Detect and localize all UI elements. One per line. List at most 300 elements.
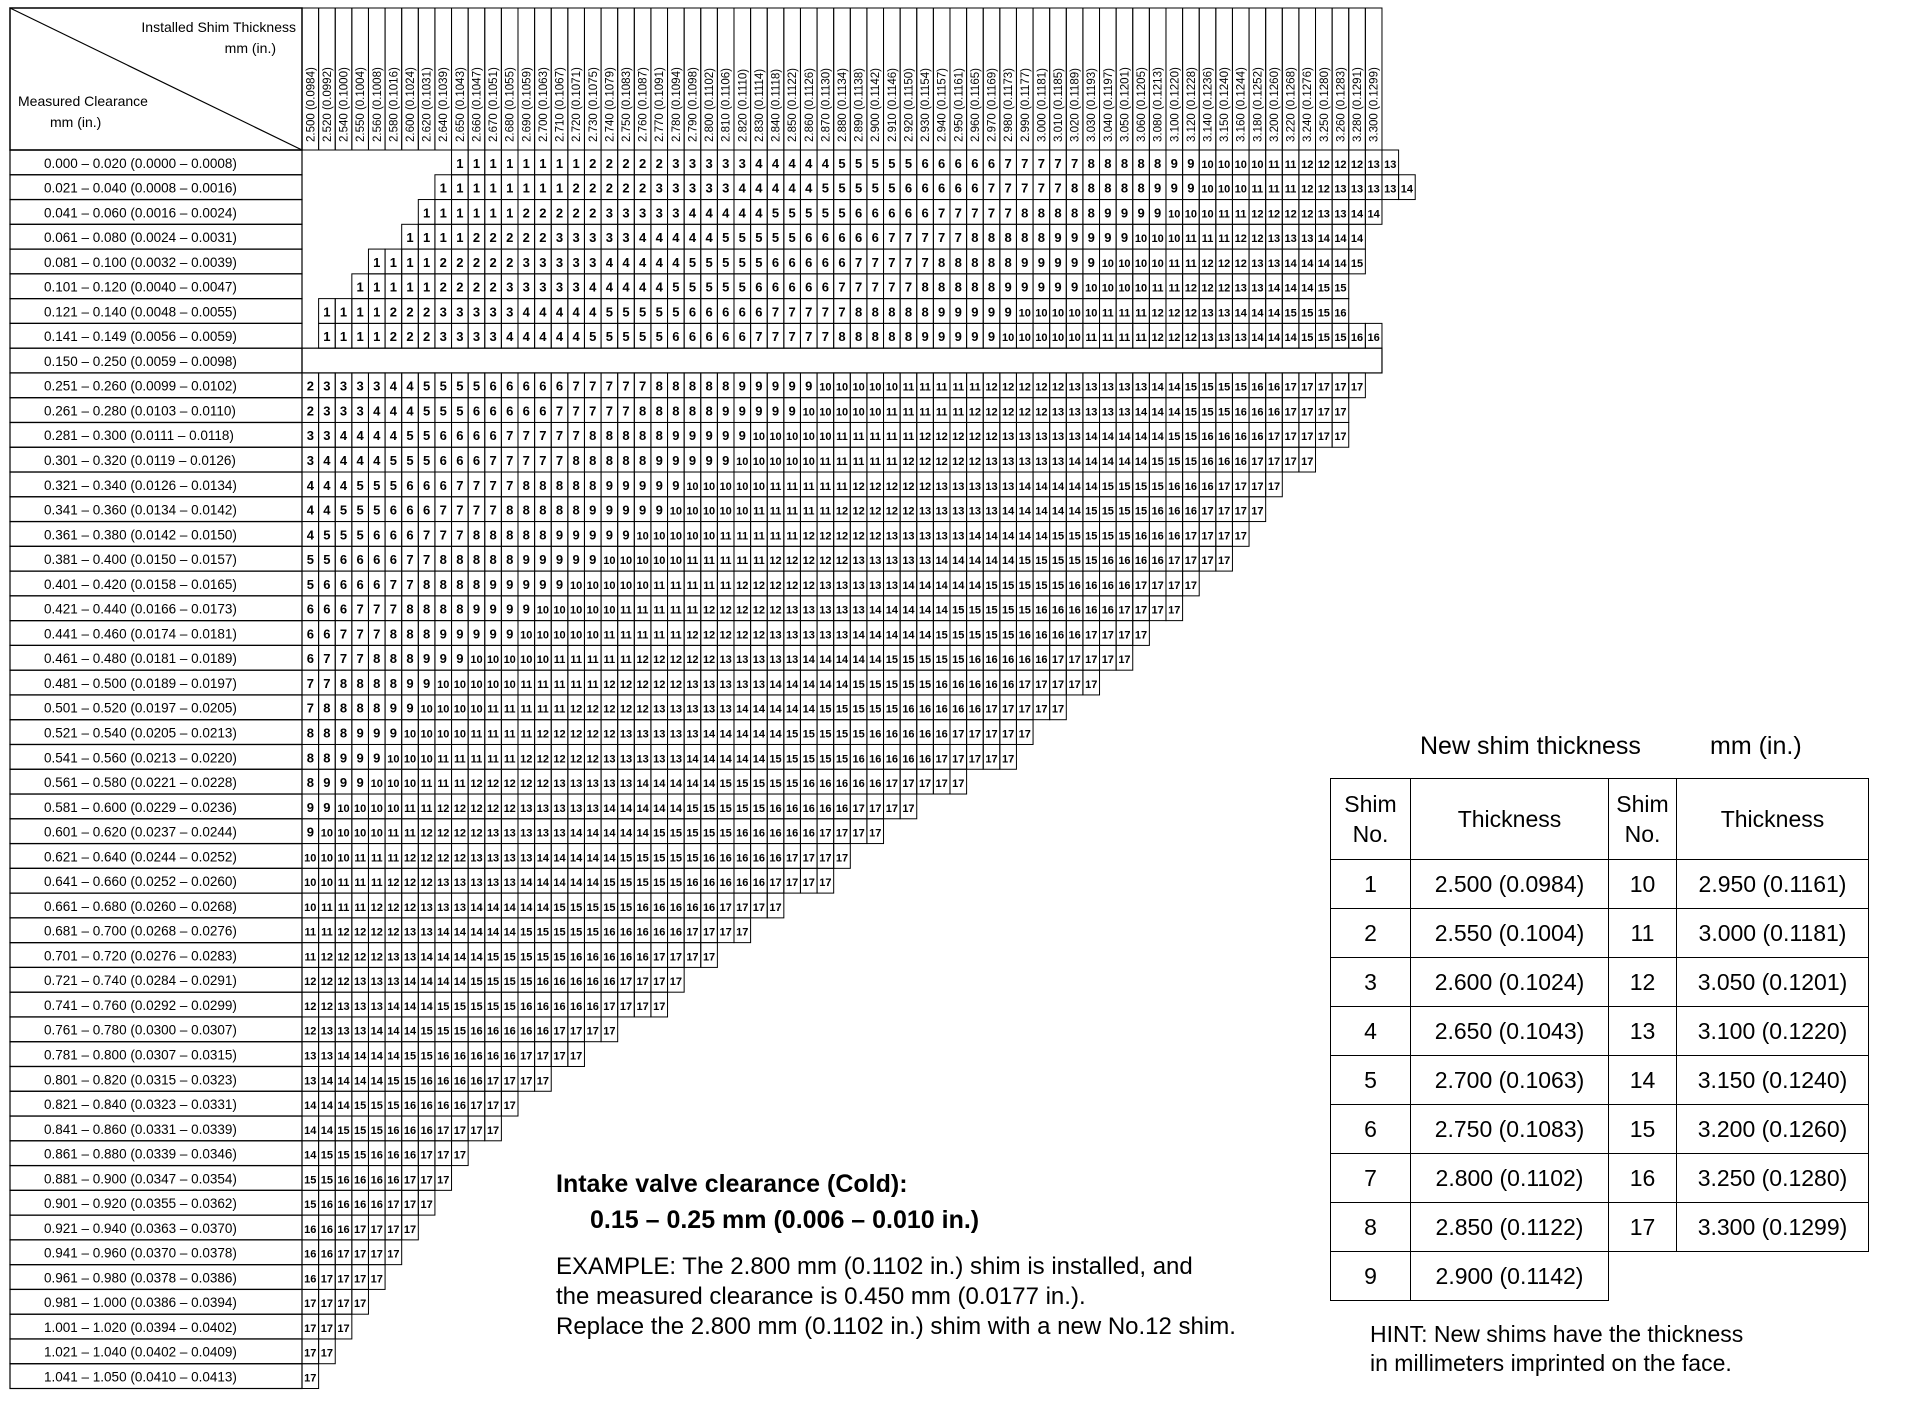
shim-number: 9 bbox=[655, 453, 663, 469]
shim-number: 8 bbox=[622, 453, 630, 469]
shim-number: 13 bbox=[985, 480, 998, 493]
clearance-range-label: 0.861 – 0.880 (0.0339 – 0.0346) bbox=[44, 1146, 237, 1162]
shim-number: 9 bbox=[589, 527, 597, 543]
shim-number: 13 bbox=[1609, 1007, 1677, 1056]
shim-number: 10 bbox=[370, 802, 383, 815]
shim-number: 6 bbox=[356, 576, 364, 592]
shim-number: 12 bbox=[1267, 208, 1281, 221]
thickness-header: Thickness bbox=[1677, 779, 1869, 860]
shim-number: 9 bbox=[638, 502, 647, 518]
shim-number: 17 bbox=[1218, 480, 1231, 493]
shim-number: 16 bbox=[902, 753, 915, 766]
shim-number: 13 bbox=[769, 654, 782, 667]
shim-number: 17 bbox=[503, 1100, 516, 1113]
shim-number: 10 bbox=[802, 406, 815, 419]
shim-number: 11 bbox=[902, 431, 915, 444]
shim-number: 4 bbox=[638, 230, 647, 246]
shim-number: 10 bbox=[1068, 332, 1081, 345]
shim-number: 3 bbox=[572, 230, 580, 246]
shim-thickness: 2.700 (0.1063) bbox=[1411, 1056, 1609, 1105]
shim-number: 11 bbox=[354, 852, 366, 865]
shim-number: 15 bbox=[902, 678, 915, 691]
shim-number: 8 bbox=[655, 403, 663, 419]
shim-number: 13 bbox=[1002, 456, 1015, 469]
shim-number: 9 bbox=[705, 453, 713, 469]
shim-number: 6 bbox=[539, 378, 547, 394]
shim-number: 14 bbox=[1350, 233, 1364, 246]
shim-number: 6 bbox=[771, 254, 780, 270]
shim-number: 6 bbox=[954, 155, 962, 171]
shim-number: 14 bbox=[802, 654, 815, 667]
shim-number: 12 bbox=[852, 505, 865, 518]
shim-table-row bbox=[1331, 1252, 1869, 1301]
shim-number: 13 bbox=[354, 1000, 367, 1013]
shim-number: 15 bbox=[403, 1050, 417, 1063]
shim-number: 14 bbox=[603, 802, 616, 815]
shim-number: 8 bbox=[672, 403, 680, 419]
new-shim-thickness-unit: mm (in.) bbox=[1710, 732, 1802, 760]
shim-number: 14 bbox=[354, 1050, 367, 1063]
shim-number: 14 bbox=[370, 1025, 383, 1038]
shim-number: 9 bbox=[655, 477, 663, 493]
installed-thickness-label: 2.920 (0.1150) bbox=[903, 68, 916, 142]
shim-number: 16 bbox=[453, 1050, 466, 1063]
shim-number: 6 bbox=[755, 304, 763, 320]
shim-number: 16 bbox=[1367, 332, 1380, 345]
shim-number: 13 bbox=[520, 802, 533, 815]
shim-number: 14 bbox=[1002, 505, 1015, 518]
shim-number: 9 bbox=[572, 552, 580, 568]
shim-number: 11 bbox=[919, 406, 931, 419]
shim-number: 15 bbox=[786, 753, 799, 766]
shim-number: 4 bbox=[323, 477, 331, 493]
clearance-range-label: 0.921 – 0.940 (0.0363 – 0.0370) bbox=[44, 1220, 237, 1236]
shim-number: 16 bbox=[736, 877, 749, 890]
shim-number: 14 bbox=[968, 530, 982, 543]
shim-number: 6 bbox=[323, 576, 331, 592]
shim-number: 12 bbox=[1317, 183, 1330, 196]
shim-number: 17 bbox=[1334, 381, 1347, 394]
shim-number: 6 bbox=[854, 205, 863, 221]
shim-number: 16 bbox=[1118, 555, 1131, 568]
shim-number: 10 bbox=[420, 753, 433, 766]
shim-number: 16 bbox=[1101, 579, 1114, 592]
shim-number: 11 bbox=[769, 530, 782, 543]
shim-number: 4 bbox=[788, 180, 796, 196]
shim-number: 14 bbox=[1168, 406, 1181, 419]
shim-number: 4 bbox=[389, 428, 397, 444]
shim-number: 14 bbox=[420, 951, 433, 964]
shim-number: 7 bbox=[1331, 1154, 1411, 1203]
shim-number: 10 bbox=[669, 505, 682, 518]
shim-number: 14 bbox=[1151, 406, 1164, 419]
shim-number: 10 bbox=[1168, 233, 1181, 246]
shim-number: 13 bbox=[520, 852, 533, 865]
shim-number: 10 bbox=[1151, 233, 1164, 246]
shim-number: 9 bbox=[622, 502, 630, 518]
shim-number: 17 bbox=[387, 1199, 400, 1212]
shim-number: 4 bbox=[555, 329, 564, 345]
shim-number: 8 bbox=[987, 279, 996, 295]
shim-number: 6 bbox=[672, 329, 680, 345]
shim-number: 5 bbox=[821, 205, 829, 221]
installed-thickness-label: 3.150 (0.1240) bbox=[1219, 67, 1232, 142]
shim-number: 7 bbox=[439, 502, 447, 518]
shim-number: 14 bbox=[702, 728, 716, 741]
shim-number: 14 bbox=[320, 1124, 334, 1137]
intake-clearance-value: 0.15 – 0.25 mm (0.006 – 0.010 in.) bbox=[590, 1206, 980, 1234]
shim-number: 15 bbox=[918, 654, 932, 667]
shim-number: 17 bbox=[702, 926, 716, 939]
shim-number: 4 bbox=[821, 155, 829, 171]
shim-number: 15 bbox=[885, 703, 898, 716]
shim-number: 11 bbox=[1085, 332, 1098, 345]
shim-number: 11 bbox=[653, 604, 666, 617]
shim-number: 11 bbox=[437, 753, 450, 766]
shim-number: 8 bbox=[456, 601, 464, 617]
shim-number: 1 bbox=[456, 205, 464, 221]
clearance-range-label: 0.301 – 0.320 (0.0119 – 0.0126) bbox=[44, 453, 236, 469]
shim-number: 14 bbox=[403, 976, 417, 989]
installed-thickness-label: 3.050 (0.1201) bbox=[1119, 67, 1132, 142]
shim-number: 10 bbox=[387, 802, 400, 815]
shim-number: 12 bbox=[702, 604, 716, 617]
shim-number: 17 bbox=[520, 1050, 533, 1063]
shim-number: 3 bbox=[722, 155, 730, 171]
shim-number: 16 bbox=[503, 1025, 516, 1038]
shim-number: 2 bbox=[489, 279, 497, 295]
shim-number: 11 bbox=[869, 431, 882, 444]
shim-number: 1 bbox=[572, 155, 580, 171]
shim-number: 13 bbox=[719, 678, 732, 691]
shim-number: 16 bbox=[1085, 604, 1098, 617]
shim-number: 6 bbox=[838, 254, 846, 270]
shim-number: 9 bbox=[1054, 254, 1062, 270]
shim-number: 17 bbox=[1051, 703, 1065, 716]
installed-thickness-label: 3.120 (0.1228) bbox=[1185, 67, 1198, 142]
shim-number: 7 bbox=[622, 378, 630, 394]
shim-number: 10 bbox=[869, 406, 882, 419]
shim-number: 1 bbox=[1331, 860, 1411, 909]
shim-number: 14 bbox=[1334, 257, 1347, 270]
shim-number: 14 bbox=[1151, 431, 1164, 444]
shim-number: 10 bbox=[1118, 257, 1131, 270]
shim-number: 17 bbox=[786, 852, 799, 865]
shim-number: 15 bbox=[370, 1100, 383, 1113]
shim-number: 5 bbox=[738, 230, 746, 246]
shim-number: 15 bbox=[1068, 555, 1081, 568]
shim-number: 4 bbox=[306, 477, 314, 493]
shim-number: 4 bbox=[323, 502, 331, 518]
shim-number: 5 bbox=[672, 279, 680, 295]
shim-number: 13 bbox=[719, 703, 732, 716]
shim-number: 14 bbox=[536, 852, 550, 865]
shim-number: 12 bbox=[835, 555, 849, 568]
shim-number: 15 bbox=[1085, 505, 1098, 518]
shim-number: 5 bbox=[622, 304, 630, 320]
shim-number: 15 bbox=[553, 951, 566, 964]
shim-number: 17 bbox=[653, 951, 666, 964]
shim-number: 9 bbox=[406, 675, 414, 691]
shim-number: 8 bbox=[373, 700, 381, 716]
shim-number: 17 bbox=[819, 877, 832, 890]
shim-number: 10 bbox=[636, 579, 649, 592]
shim-number: 16 bbox=[420, 1075, 433, 1088]
shim-number: 7 bbox=[605, 378, 613, 394]
shim-thickness: 2.750 (0.1083) bbox=[1411, 1105, 1609, 1154]
shim-number: 8 bbox=[854, 329, 863, 345]
shim-number: 12 bbox=[968, 456, 982, 469]
shim-number: 8 bbox=[589, 428, 597, 444]
measured-clearance-label: Measured Clearance bbox=[18, 93, 148, 109]
shim-number: 8 bbox=[323, 750, 331, 766]
shim-number: 2 bbox=[472, 230, 481, 246]
shim-number: 11 bbox=[520, 728, 533, 741]
installed-thickness-label: 3.100 (0.1220) bbox=[1169, 67, 1182, 142]
shim-number: 14 bbox=[1151, 381, 1164, 394]
shim-number: 5 bbox=[738, 254, 746, 270]
shim-number: 11 bbox=[736, 555, 749, 568]
shim-number: 17 bbox=[1168, 604, 1181, 617]
shim-number: 12 bbox=[819, 555, 832, 568]
shim-number: 12 bbox=[586, 728, 599, 741]
shim-number: 3 bbox=[705, 180, 713, 196]
shim-number: 15 bbox=[337, 1149, 350, 1162]
shim-number: 12 bbox=[486, 802, 500, 815]
shim-number: 13 bbox=[835, 629, 849, 642]
shim-number: 5 bbox=[688, 254, 697, 270]
shim-number: 17 bbox=[486, 1075, 500, 1088]
shim-number: 6 bbox=[539, 403, 547, 419]
shim-number: 13 bbox=[387, 951, 400, 964]
shim-number: 12 bbox=[769, 555, 782, 568]
shim-number: 15 bbox=[852, 678, 865, 691]
shim-number: 10 bbox=[819, 431, 832, 444]
shim-number: 3 bbox=[472, 304, 481, 320]
clearance-range-label: 0.801 – 0.820 (0.0315 – 0.0323) bbox=[44, 1072, 237, 1088]
shim-number: 13 bbox=[835, 604, 849, 617]
shim-number: 10 bbox=[1134, 257, 1148, 270]
shim-number: 14 bbox=[304, 1149, 317, 1162]
shim-number: 9 bbox=[1037, 279, 1045, 295]
shim-number: 17 bbox=[1201, 555, 1214, 568]
shim-number: 8 bbox=[572, 502, 580, 518]
shim-number: 15 bbox=[603, 877, 616, 890]
shim-number: 8 bbox=[655, 378, 663, 394]
shim-number: 1 bbox=[472, 155, 481, 171]
shim-number: 15 bbox=[1085, 530, 1098, 543]
shim-number: 17 bbox=[786, 877, 799, 890]
shim-number: 11 bbox=[1102, 307, 1114, 320]
shim-number: 15 bbox=[852, 703, 865, 716]
shim-number: 16 bbox=[403, 1149, 417, 1162]
shim-number: 10 bbox=[337, 827, 350, 840]
shim-number: 14 bbox=[669, 802, 682, 815]
shim-number: 5 bbox=[422, 428, 431, 444]
shim-number: 4 bbox=[539, 329, 547, 345]
shim-number: 11 bbox=[520, 678, 533, 691]
shim-number: 12 bbox=[752, 604, 766, 617]
shim-number: 4 bbox=[373, 428, 381, 444]
shim-number: 11 bbox=[753, 530, 765, 543]
shim-number: 8 bbox=[904, 329, 913, 345]
installed-thickness-label: 3.220 (0.1268) bbox=[1285, 67, 1298, 142]
shim-thickness: 2.850 (0.1122) bbox=[1411, 1203, 1609, 1252]
hint-line-2: in millimeters imprinted on the face. bbox=[1370, 1350, 1732, 1376]
shim-number: 11 bbox=[620, 629, 632, 642]
shim-number: 3 bbox=[655, 180, 663, 196]
shim-number: 11 bbox=[1151, 282, 1164, 295]
shim-number: 6 bbox=[339, 576, 348, 592]
shim-number: 16 bbox=[1118, 579, 1131, 592]
shim-number: 15 bbox=[536, 926, 550, 939]
shim-number: 6 bbox=[406, 502, 414, 518]
shim-number: 8 bbox=[406, 601, 414, 617]
shim-number: 13 bbox=[470, 877, 483, 890]
shim-number: 11 bbox=[503, 728, 516, 741]
shim-number: 17 bbox=[769, 901, 782, 914]
shim-number: 7 bbox=[954, 230, 962, 246]
shim-number: 17 bbox=[420, 1174, 433, 1187]
shim-number: 5 bbox=[406, 428, 414, 444]
shim-number: 5 bbox=[738, 279, 746, 295]
shim-number: 14 bbox=[653, 802, 666, 815]
shim-number: 8 bbox=[522, 477, 530, 493]
shim-number: 17 bbox=[420, 1149, 433, 1162]
shim-number: 11 bbox=[337, 877, 350, 890]
shim-number: 15 bbox=[1301, 307, 1314, 320]
shim-number: 12 bbox=[586, 703, 599, 716]
shim-number: 17 bbox=[669, 976, 682, 989]
shim-number: 9 bbox=[605, 477, 613, 493]
shim-number: 4 bbox=[572, 329, 580, 345]
shim-number: 14 bbox=[1085, 480, 1098, 493]
shim-number: 3 bbox=[522, 254, 530, 270]
shim-number: 16 bbox=[702, 901, 716, 914]
shim-number: 17 bbox=[354, 1273, 367, 1286]
shim-number: 3 bbox=[672, 180, 680, 196]
shim-number: 7 bbox=[373, 601, 381, 617]
shim-number: 15 bbox=[1168, 431, 1181, 444]
shim-number: 8 bbox=[506, 527, 514, 543]
shim-number: 17 bbox=[586, 1025, 599, 1038]
shim-number: 10 bbox=[453, 678, 466, 691]
shim-number: 15 bbox=[835, 728, 849, 741]
shim-number: 1 bbox=[406, 254, 414, 270]
shim-number: 14 bbox=[985, 530, 998, 543]
shim-number: 13 bbox=[370, 1000, 383, 1013]
shim-number: 11 bbox=[487, 753, 499, 766]
shim-number: 7 bbox=[805, 329, 813, 345]
shim-number: 12 bbox=[1018, 381, 1031, 394]
shim-number: 17 bbox=[1134, 579, 1148, 592]
installed-thickness-label: 2.660 (0.1047) bbox=[471, 67, 484, 142]
shim-number: 10 bbox=[702, 505, 716, 518]
shim-number: 15 bbox=[1350, 257, 1364, 270]
shim-number: 17 bbox=[304, 1298, 317, 1311]
shim-number: 6 bbox=[472, 453, 481, 469]
shim-number: 8 bbox=[705, 403, 713, 419]
shim-number: 12 bbox=[669, 678, 682, 691]
shim-number: 6 bbox=[738, 329, 746, 345]
shim-number: 15 bbox=[669, 827, 682, 840]
shim-number: 15 bbox=[1035, 579, 1048, 592]
shim-number: 17 bbox=[1284, 456, 1297, 469]
shim-number: 14 bbox=[1251, 307, 1264, 320]
shim-number: 8 bbox=[406, 651, 414, 667]
shim-number: 4 bbox=[572, 304, 580, 320]
shim-number: 12 bbox=[1184, 307, 1198, 320]
installed-thickness-label: 2.980 (0.1173) bbox=[1003, 68, 1016, 142]
shim-number: 15 bbox=[869, 678, 882, 691]
shim-number: 1 bbox=[506, 155, 514, 171]
shim-number: 16 bbox=[486, 1025, 500, 1038]
shim-number: 9 bbox=[522, 576, 530, 592]
shim-number: 17 bbox=[553, 1025, 566, 1038]
shim-number: 5 bbox=[655, 329, 663, 345]
shim-number: 7 bbox=[838, 279, 846, 295]
example-line-3: Replace the 2.800 mm (0.1102 in.) shim with a new No.12 shim. bbox=[556, 1313, 1236, 1340]
shim-number: 9 bbox=[755, 403, 763, 419]
shim-number: 14 bbox=[453, 926, 466, 939]
shim-number: 5 bbox=[472, 378, 481, 394]
shim-number: 3 bbox=[456, 329, 464, 345]
shim-number: 17 bbox=[603, 1000, 616, 1013]
shim-number: 16 bbox=[603, 976, 616, 989]
shim-number: 11 bbox=[869, 456, 882, 469]
shim-number: 11 bbox=[686, 555, 699, 568]
shim-number: 12 bbox=[786, 555, 799, 568]
shim-number: 5 bbox=[705, 254, 713, 270]
shim-number: 6 bbox=[339, 552, 348, 568]
shim-number: 17 bbox=[320, 1273, 334, 1286]
shim-number: 14 bbox=[1085, 431, 1098, 444]
shim-number: 6 bbox=[506, 378, 514, 394]
shim-number: 10 bbox=[503, 678, 516, 691]
shim-number: 12 bbox=[470, 827, 483, 840]
shim-number: 15 bbox=[1234, 381, 1247, 394]
shim-number: 17 bbox=[354, 1298, 367, 1311]
shim-number: 14 bbox=[1334, 233, 1347, 246]
shim-number: 1 bbox=[439, 230, 447, 246]
shim-number: 8 bbox=[539, 502, 547, 518]
installed-thickness-label: 2.890 (0.1138) bbox=[853, 68, 866, 142]
shim-number: 7 bbox=[323, 675, 331, 691]
shim-number: 16 bbox=[719, 877, 732, 890]
shim-number: 8 bbox=[1070, 205, 1079, 221]
shim-number: 16 bbox=[1218, 456, 1231, 469]
shim-number: 10 bbox=[1018, 332, 1031, 345]
shim-number: 4 bbox=[805, 155, 813, 171]
shim-number: 12 bbox=[902, 505, 915, 518]
shim-number: 15 bbox=[354, 1149, 367, 1162]
shim-number: 7 bbox=[888, 230, 896, 246]
shim-number: 9 bbox=[339, 750, 348, 766]
shim-number: 12 bbox=[935, 431, 948, 444]
shim-number: 11 bbox=[719, 530, 732, 543]
shim-number: 16 bbox=[1267, 381, 1281, 394]
shim-number: 11 bbox=[969, 381, 981, 394]
shim-number: 12 bbox=[520, 753, 533, 766]
shim-number: 14 bbox=[736, 728, 749, 741]
shim-number: 13 bbox=[852, 579, 865, 592]
shim-number: 12 bbox=[437, 852, 450, 865]
shim-number: 11 bbox=[769, 480, 782, 493]
shim-number: 17 bbox=[1118, 604, 1131, 617]
shim-number: 14 bbox=[852, 629, 865, 642]
shim-number: 10 bbox=[403, 778, 417, 791]
shim-number: 6 bbox=[755, 279, 763, 295]
